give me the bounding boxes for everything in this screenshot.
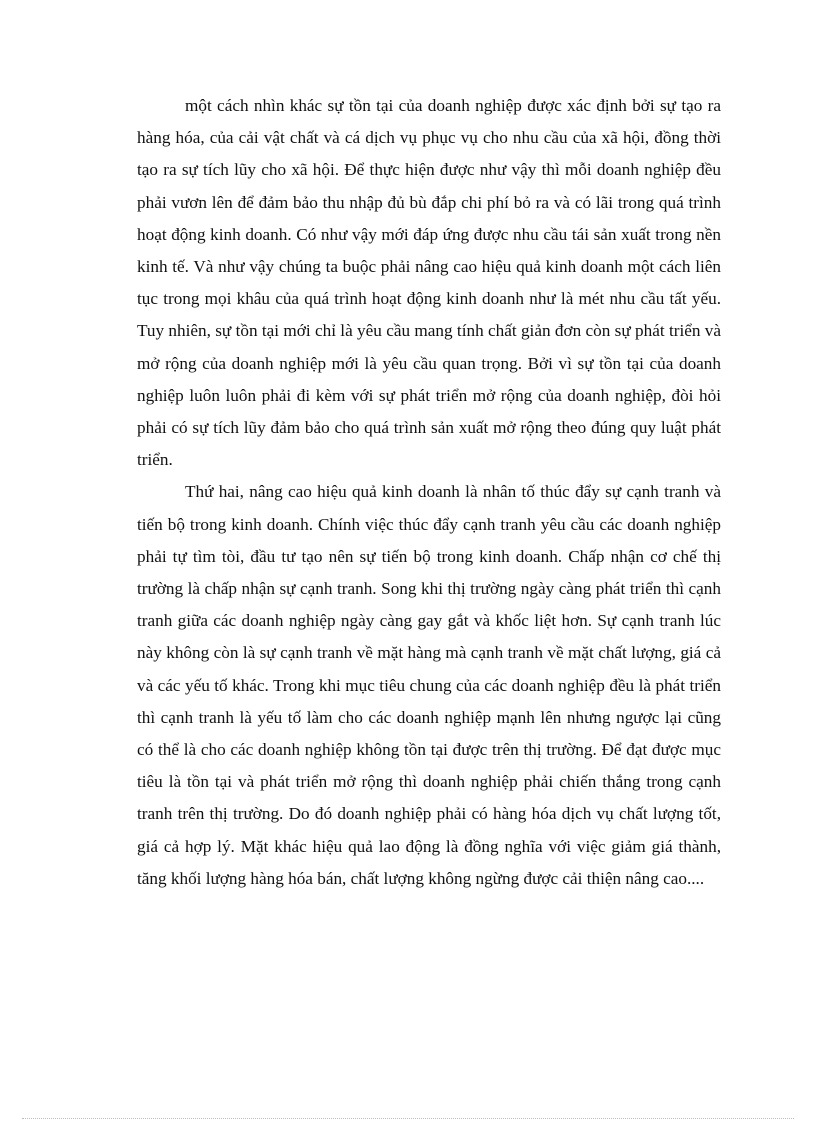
body-text	[137, 90, 721, 895]
paragraph-1: một cách nhìn khác sự tồn tại của doanh nghiệp được xác định bởi sự tạo ra hàng hóa, của cải vật chất và cá dịch vụ phục vụ cho nhu cầu của xã hội, đồng thời tạo ra sự tích lũy cho xã hội. Để thực hiện được như vậy thì mỗi doanh nghiệp đều phải vươn lên để đảm bảo thu nhập đủ bù đắp chi phí bỏ ra và có lãi trong quá trình hoạt động kinh doanh. Có như vậy mới đáp ứng được nhu cầu tái sản xuất trong nền kinh tế. Và như vậy chúng ta buộc phải nâng cao hiệu quả kinh doanh một cách liên tục trong mọi khâu của quá trình hoạt động kinh doanh như là mét nhu cầu tất yếu. Tuy nhiên, sự tồn tại mới chỉ là yêu cầu mang tính chất giản đơn còn sự phát triển và mở rộng của doanh nghiệp mới là yêu cầu quan trọng. Bởi vì sự tồn tại của doanh nghiệp luôn luôn phải đi kèm với sự phát triển mở rộng của doanh nghiệp, đòi hỏi phải có sự tích lũy đảm bảo cho quá trình sản xuất mở rộng theo đúng quy luật phát triển.	[137, 96, 721, 470]
paragraph-2: Thứ hai, nâng cao hiệu quả kinh doanh là nhân tố thúc đẩy sự cạnh tranh và tiến bộ trong kinh doanh. Chính việc thúc đẩy cạnh tranh yêu cầu các doanh nghiệp phải tự tìm tòi, đầu tư tạo nên sự tiến bộ trong kinh doanh. Chấp nhận cơ chế thị trường là chấp nhận sự cạnh tranh. Song khi thị trường ngày càng phát triển thì cạnh tranh giữa các doanh nghiệp ngày càng gay gắt và khốc liệt hơn. Sự cạnh tranh lúc này không còn là sự cạnh tranh về mặt hàng mà cạnh tranh về mặt chất lượng, giá cả và các yếu tố khác. Trong khi mục tiêu chung của các doanh nghiệp đều là phát triển thì cạnh tranh là yếu tố làm cho các doanh nghiệp mạnh lên nhưng ngược lại cũng có thể là cho các doanh nghiệp không tồn tại được trên thị trường. Để đạt được mục tiêu là tồn tại và phát triển mở rộng thì doanh nghiệp phải chiến thắng trong cạnh tranh trên thị trường. Do đó doanh nghiệp phải có hàng hóa dịch vụ chất lượng tốt, giá cả hợp lý. Mặt khác hiệu quả lao động là đồng nghĩa với việc giảm giá thành, tăng khối lượng hàng hóa bán, chất lượng không ngừng được cải thiện nâng cao....	[137, 482, 721, 888]
page-bottom-divider	[22, 1118, 794, 1119]
